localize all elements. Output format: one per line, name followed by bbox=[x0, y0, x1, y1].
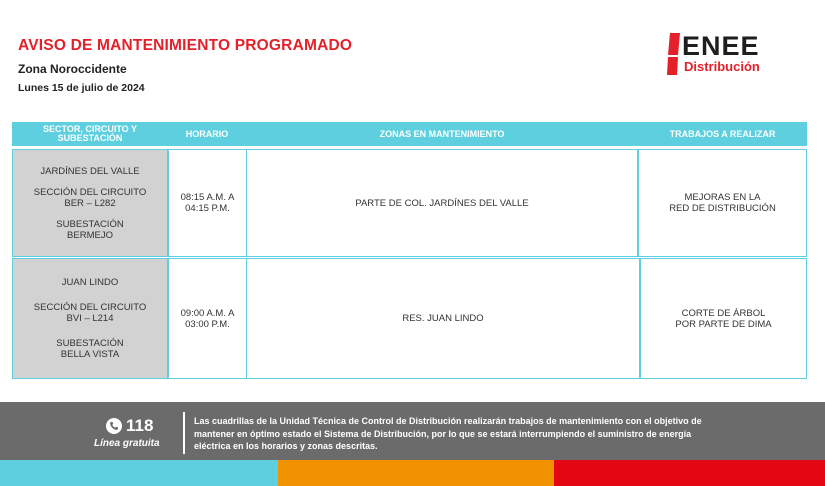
logo-text: ENEE bbox=[682, 31, 760, 61]
horario-cell bbox=[168, 258, 247, 379]
date-label: Lunes 15 de julio de 2024 bbox=[18, 82, 145, 94]
header-zonas: ZONAS EN MANTENIMIENTO bbox=[379, 128, 505, 139]
stripe-blue bbox=[0, 460, 278, 486]
logo-subtext: Distribución bbox=[684, 59, 760, 74]
horario-end: 03:00 P.M. bbox=[185, 318, 230, 330]
table-header bbox=[12, 122, 807, 146]
footer-notice-line: Las cuadrillas de la Unidad Técnica de Control de Distribución realizarán trabajos de mantenimiento con el objetivo de bbox=[194, 416, 702, 426]
horario-cell bbox=[168, 149, 247, 257]
stripe-red bbox=[554, 460, 825, 486]
phone-number-text: 118 bbox=[126, 416, 154, 435]
trabajos-line-1: CORTE DE ÁRBOL bbox=[681, 307, 766, 319]
footer-notice-line: mantener en óptimo estado el Sistema de Distribución, por lo que se estará interrumpiendo el suministro de energía bbox=[194, 428, 692, 439]
header-sector: SECTOR, CIRCUITO Y SUBESTACIÓN bbox=[42, 124, 138, 143]
substation-name: BELLA VISTA bbox=[60, 349, 120, 360]
zonas-text: PARTE DE COL. JARDÍNES DEL VALLE bbox=[355, 197, 529, 209]
substation-label: SUBESTACIÓN bbox=[56, 338, 124, 349]
header-horario: HORARIO bbox=[185, 128, 229, 139]
stripe-orange bbox=[278, 460, 554, 486]
trabajos-cell bbox=[640, 258, 807, 379]
trabajos-cell bbox=[638, 149, 807, 257]
table-row bbox=[12, 258, 807, 379]
zonas-cell bbox=[246, 258, 640, 379]
zonas-text: RES. JUAN LINDO bbox=[402, 313, 484, 324]
circuit-label: SECCIÓN DEL CIRCUITO bbox=[33, 302, 147, 313]
horario-end: 04:15 P.M. bbox=[185, 203, 230, 214]
trabajos-line-2: POR PARTE DE DIMA bbox=[675, 318, 772, 330]
circuit-code: BER – L282 bbox=[64, 197, 116, 209]
phone-number bbox=[106, 416, 153, 436]
footer-notice bbox=[194, 415, 774, 453]
zonas-cell bbox=[246, 149, 638, 257]
zone-label: Zona Noroccidente bbox=[18, 62, 127, 76]
horario-start: 08:15 A.M. A bbox=[180, 192, 235, 203]
substation-label: SUBESTACIÓN bbox=[56, 218, 124, 230]
circuit-code: BVI – L214 bbox=[66, 313, 114, 324]
trabajos-line-1: MEJORAS EN LA bbox=[684, 192, 761, 203]
table-row bbox=[12, 149, 807, 257]
sector-cell bbox=[12, 149, 168, 257]
sector-name: JARDÍNES DEL VALLE bbox=[40, 165, 140, 177]
page-title: AVISO DE MANTENIMIENTO PROGRAMADO bbox=[18, 37, 353, 54]
phone-label: Línea gratuita bbox=[94, 438, 160, 449]
header-trabajos: TRABAJOS A REALIZAR bbox=[669, 128, 776, 139]
footer-notice-line: eléctrica en los horarios y zonas descritas. bbox=[194, 441, 378, 451]
trabajos-line-2: RED DE DISTRIBUCIÓN bbox=[669, 203, 776, 214]
footer-banner bbox=[0, 402, 825, 460]
sector-name: JUAN LINDO bbox=[61, 277, 119, 288]
enee-logo bbox=[664, 31, 804, 81]
footer-divider bbox=[183, 412, 185, 454]
circuit-label: SECCIÓN DEL CIRCUITO bbox=[33, 186, 147, 198]
phone-icon bbox=[106, 418, 122, 434]
logo-mark-icon bbox=[666, 33, 682, 75]
substation-name: BERMEJO bbox=[67, 229, 113, 241]
sector-cell bbox=[12, 258, 168, 379]
horario-start: 09:00 A.M. A bbox=[180, 307, 235, 319]
